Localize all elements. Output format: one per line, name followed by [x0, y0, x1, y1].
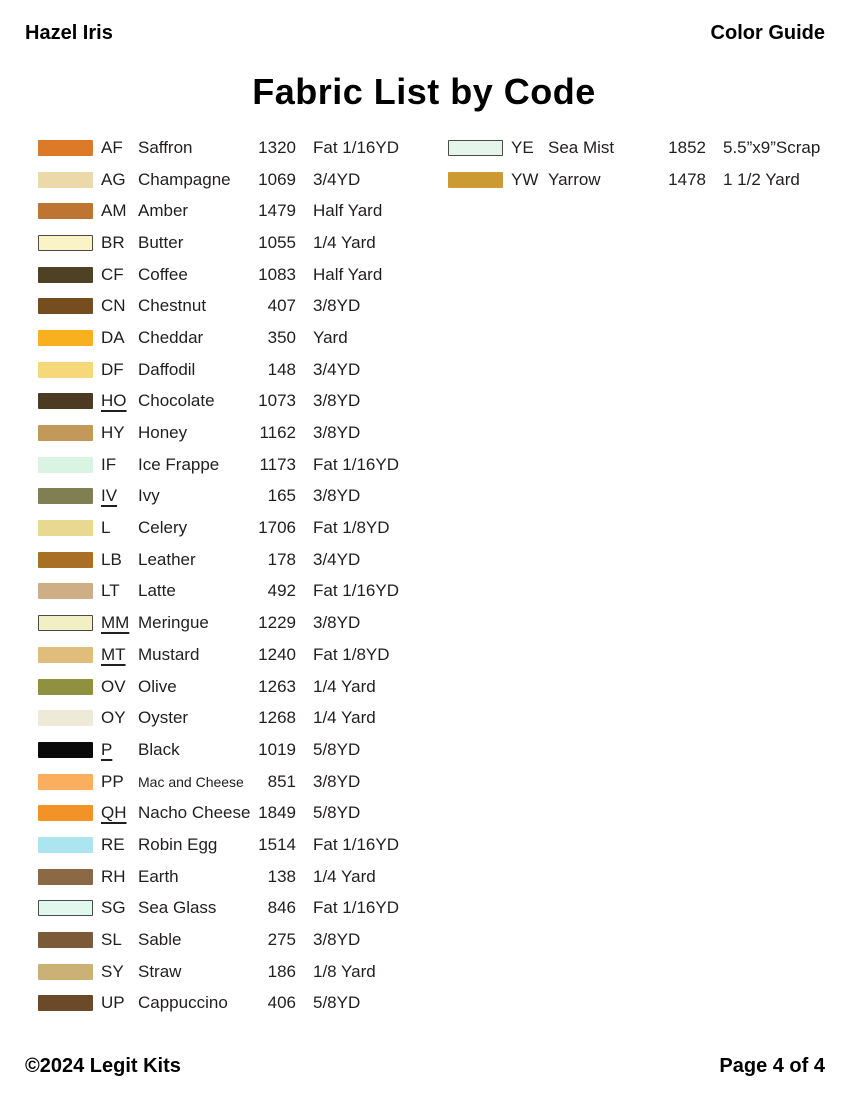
fabric-yardage: 3/4YD: [313, 359, 361, 379]
fabric-color-swatch: [38, 172, 93, 188]
fabric-code: PP: [101, 771, 124, 791]
fabric-yardage: 5.5”x9”Scrap: [723, 137, 821, 157]
page-number-label: Page 4 of 4: [719, 1055, 825, 1077]
fabric-color-swatch: [38, 837, 93, 853]
fabric-row: [38, 417, 433, 449]
fabric-color-swatch: [38, 267, 93, 283]
fabric-code: OY: [101, 708, 126, 728]
fabric-code: YE: [511, 137, 534, 157]
fabric-yardage: Half Yard: [313, 201, 383, 221]
fabric-number: 1083: [258, 264, 296, 284]
fabric-color-swatch: [38, 298, 93, 314]
fabric-color-swatch: [38, 425, 93, 441]
fabric-color-swatch: [38, 552, 93, 568]
fabric-code: QH: [101, 803, 127, 823]
fabric-color-swatch: [38, 742, 93, 758]
fabric-code: DF: [101, 359, 124, 379]
fabric-yardage: Fat 1/16YD: [313, 581, 399, 601]
fabric-row: [38, 829, 433, 861]
fabric-name: Butter: [138, 232, 184, 252]
fabric-yardage: 5/8YD: [313, 993, 361, 1013]
fabric-code: AM: [101, 201, 127, 221]
copyright-label: ©2024 Legit Kits: [25, 1055, 181, 1077]
fabric-number: 851: [267, 771, 296, 791]
fabric-code: AF: [101, 137, 123, 157]
fabric-code: YW: [511, 169, 539, 189]
fabric-code: LB: [101, 549, 122, 569]
fabric-yardage: Fat 1/8YD: [313, 644, 390, 664]
fabric-color-swatch: [38, 805, 93, 821]
fabric-color-swatch: [448, 140, 503, 156]
fabric-color-swatch: [38, 520, 93, 536]
fabric-yardage: 1/4 Yard: [313, 866, 376, 886]
fabric-color-swatch: [38, 203, 93, 219]
fabric-code: CN: [101, 296, 126, 316]
fabric-number: 492: [267, 581, 296, 601]
fabric-row: [38, 259, 433, 291]
fabric-code: UP: [101, 993, 125, 1013]
fabric-number: 165: [267, 486, 296, 506]
fabric-row: [38, 290, 433, 322]
fabric-row: [38, 164, 433, 196]
fabric-yardage: Fat 1/16YD: [313, 454, 399, 474]
fabric-number: 1069: [258, 169, 296, 189]
fabric-number: 138: [267, 866, 296, 886]
fabric-color-swatch: [38, 583, 93, 599]
fabric-number: 1852: [668, 137, 706, 157]
fabric-row: [38, 639, 433, 671]
fabric-yardage: 3/8YD: [313, 296, 361, 316]
page-footer: [25, 1055, 825, 1078]
fabric-color-swatch: [38, 710, 93, 726]
fabric-color-swatch: [38, 647, 93, 663]
fabric-yardage: 3/4YD: [313, 169, 361, 189]
fabric-color-swatch: [38, 615, 93, 631]
fabric-code: SG: [101, 898, 126, 918]
fabric-yardage: Fat 1/16YD: [313, 834, 399, 854]
fabric-color-swatch: [38, 679, 93, 695]
fabric-number: 1514: [258, 834, 296, 854]
fabric-yardage: Fat 1/8YD: [313, 518, 390, 538]
fabric-number: 1706: [258, 518, 296, 538]
fabric-code: MT: [101, 644, 126, 664]
project-title: Hazel Iris: [25, 22, 113, 44]
fabric-name: Black: [138, 739, 180, 759]
fabric-yardage: 1/4 Yard: [313, 676, 376, 696]
fabric-name: Cappuccino: [138, 993, 228, 1013]
fabric-number: 1240: [258, 644, 296, 664]
fabric-code: CF: [101, 264, 124, 284]
fabric-number: 148: [267, 359, 296, 379]
fabric-yardage: 3/8YD: [313, 771, 361, 791]
fabric-row: [38, 132, 433, 164]
fabric-row: [38, 354, 433, 386]
fabric-name: Saffron: [138, 137, 193, 157]
fabric-yardage: 3/8YD: [313, 423, 361, 443]
fabric-name: Mac and Cheese: [138, 773, 244, 790]
fabric-yardage: 5/8YD: [313, 803, 361, 823]
fabric-row: [38, 544, 433, 576]
fabric-number: 406: [267, 993, 296, 1013]
fabric-color-swatch: [38, 995, 93, 1011]
fabric-color-swatch: [38, 140, 93, 156]
fabric-number: 275: [267, 930, 296, 950]
fabric-code: IF: [101, 454, 117, 474]
fabric-yardage: Fat 1/16YD: [313, 137, 399, 157]
fabric-name: Earth: [138, 866, 179, 886]
document-type-label: Color Guide: [710, 22, 825, 44]
fabric-number: 1320: [258, 137, 296, 157]
fabric-number: 186: [267, 961, 296, 981]
fabric-row: [38, 481, 433, 513]
fabric-name: Chocolate: [138, 391, 215, 411]
fabric-code: OV: [101, 676, 126, 696]
fabric-name: Coffee: [138, 264, 188, 284]
fabric-row: [38, 702, 433, 734]
fabric-name: Olive: [138, 676, 177, 696]
fabric-row: [38, 766, 433, 798]
fabric-row: [448, 164, 843, 196]
fabric-name: Champagne: [138, 169, 231, 189]
fabric-row: [38, 195, 433, 227]
fabric-row: [38, 449, 433, 481]
fabric-number: 1162: [259, 423, 296, 443]
fabric-row: [38, 576, 433, 608]
fabric-color-swatch: [38, 362, 93, 378]
fabric-name: Honey: [138, 423, 188, 443]
fabric-number: 1268: [258, 708, 296, 728]
fabric-name: Latte: [138, 581, 176, 601]
fabric-number: 178: [267, 549, 296, 569]
fabric-name: Amber: [138, 201, 189, 221]
fabric-name: Daffodil: [138, 359, 196, 379]
fabric-list-column-left: [38, 132, 433, 1019]
fabric-name: Oyster: [138, 708, 189, 728]
fabric-color-swatch: [38, 393, 93, 409]
fabric-name: Meringue: [138, 613, 209, 633]
fabric-color-swatch: [38, 457, 93, 473]
fabric-row: [38, 893, 433, 925]
fabric-yardage: 3/4YD: [313, 549, 361, 569]
fabric-color-swatch: [38, 330, 93, 346]
fabric-yardage: 3/8YD: [313, 486, 361, 506]
fabric-row: [38, 988, 433, 1020]
fabric-row: [38, 797, 433, 829]
fabric-name: Nacho Cheese: [138, 803, 251, 823]
fabric-color-swatch: [38, 869, 93, 885]
fabric-name: Sea Mist: [548, 137, 615, 157]
fabric-yardage: 5/8YD: [313, 739, 361, 759]
fabric-number: 1055: [258, 232, 296, 252]
page-title: Fabric List by Code: [252, 71, 596, 112]
fabric-color-swatch: [38, 774, 93, 790]
fabric-number: 846: [267, 898, 296, 918]
fabric-yardage: 1 1/2 Yard: [723, 169, 800, 189]
fabric-row: [38, 322, 433, 354]
fabric-yardage: 3/8YD: [313, 930, 361, 950]
fabric-code: AG: [101, 169, 126, 189]
fabric-row: [38, 924, 433, 956]
fabric-code: L: [101, 518, 111, 538]
fabric-number: 1073: [258, 391, 296, 411]
fabric-name: Robin Egg: [138, 834, 218, 854]
fabric-color-swatch: [38, 932, 93, 948]
fabric-row: [38, 607, 433, 639]
fabric-color-swatch: [448, 172, 503, 188]
fabric-name: Sea Glass: [138, 898, 217, 918]
fabric-yardage: 1/4 Yard: [313, 708, 376, 728]
fabric-number: 1479: [258, 201, 296, 221]
fabric-number: 1019: [258, 739, 296, 759]
fabric-number: 350: [267, 327, 296, 347]
fabric-yardage: Half Yard: [313, 264, 383, 284]
fabric-row: [448, 132, 843, 164]
fabric-yardage: 1/4 Yard: [313, 232, 376, 252]
fabric-number: 1173: [259, 454, 296, 474]
fabric-name: Ice Frappe: [138, 454, 220, 474]
page-header: [25, 22, 825, 45]
fabric-yardage: 3/8YD: [313, 613, 361, 633]
fabric-number: 407: [267, 296, 296, 316]
fabric-yardage: 1/8 Yard: [313, 961, 376, 981]
fabric-number: 1263: [258, 676, 296, 696]
fabric-row: [38, 227, 433, 259]
fabric-yardage: 3/8YD: [313, 391, 361, 411]
fabric-list-column-right: [448, 132, 843, 195]
fabric-code: MM: [101, 613, 130, 633]
fabric-code: RH: [101, 866, 126, 886]
fabric-name: Cheddar: [138, 327, 204, 347]
fabric-code: SY: [101, 961, 124, 981]
fabric-row: [38, 956, 433, 988]
fabric-name: Chestnut: [138, 296, 207, 316]
fabric-row: [38, 861, 433, 893]
fabric-code: HO: [101, 391, 127, 411]
fabric-number: 1478: [668, 169, 706, 189]
fabric-number: 1229: [258, 613, 296, 633]
fabric-name: Straw: [138, 961, 182, 981]
fabric-code: P: [101, 739, 113, 759]
fabric-row: [38, 734, 433, 766]
fabric-color-swatch: [38, 235, 93, 251]
fabric-name: Celery: [138, 518, 188, 538]
fabric-yardage: Fat 1/16YD: [313, 898, 399, 918]
fabric-yardage: Yard: [313, 327, 348, 347]
fabric-code: BR: [101, 232, 125, 252]
fabric-code: RE: [101, 834, 125, 854]
fabric-name: Leather: [138, 549, 196, 569]
fabric-name: Yarrow: [548, 169, 601, 189]
fabric-name: Ivy: [138, 486, 160, 506]
fabric-color-swatch: [38, 964, 93, 980]
fabric-code: IV: [101, 486, 118, 506]
fabric-code: SL: [101, 930, 122, 950]
fabric-code: DA: [101, 327, 125, 347]
fabric-row: [38, 671, 433, 703]
fabric-color-swatch: [38, 900, 93, 916]
fabric-code: LT: [101, 581, 120, 601]
fabric-name: Mustard: [138, 644, 200, 664]
fabric-row: [38, 386, 433, 418]
fabric-number: 1849: [258, 803, 296, 823]
fabric-color-swatch: [38, 488, 93, 504]
fabric-name: Sable: [138, 930, 182, 950]
fabric-code: HY: [101, 423, 125, 443]
fabric-row: [38, 512, 433, 544]
